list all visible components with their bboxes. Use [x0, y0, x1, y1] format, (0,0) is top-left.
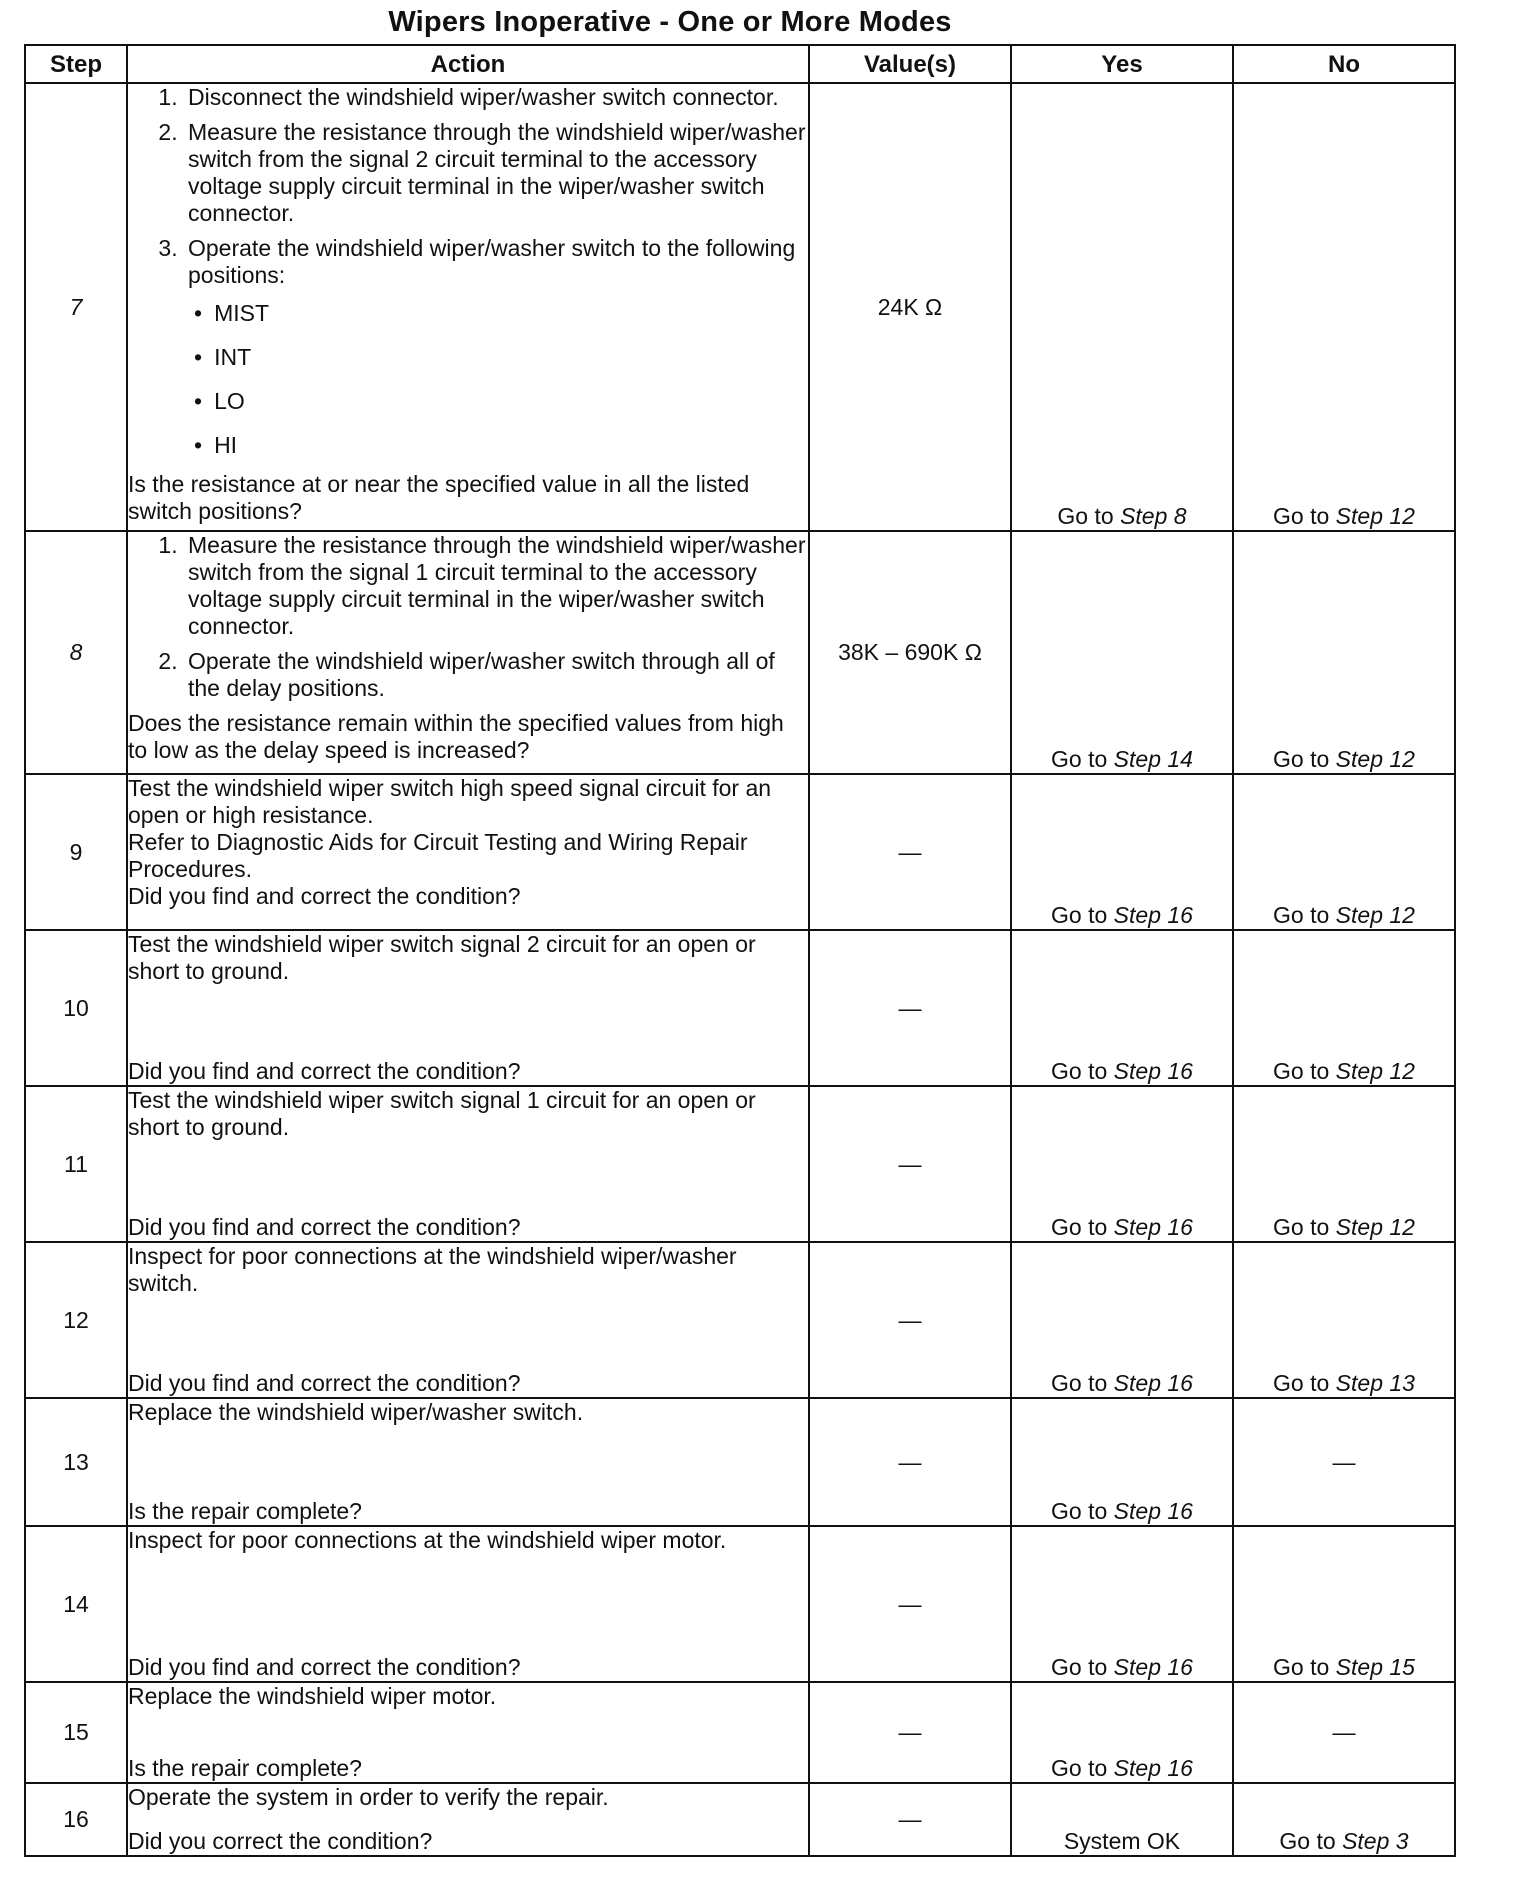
action-content: [128, 1527, 808, 1681]
step-number: 15: [25, 1682, 127, 1783]
go-to-text: Go to: [1273, 1058, 1330, 1084]
yes-step-ref: Step 16: [1113, 1370, 1193, 1396]
question: Did you correct the condition?: [128, 1828, 433, 1854]
no-cell: —: [1233, 1398, 1455, 1526]
action-text: Test the windshield wiper switch signal 1 circuit for an open or short to ground.: [128, 1087, 756, 1140]
action-step: [184, 235, 808, 463]
table-row: [25, 83, 1455, 531]
yes-cell: [1011, 1526, 1233, 1682]
yes-step-ref: Step 16: [1113, 1214, 1193, 1240]
step-number: 12: [25, 1242, 127, 1398]
yes-step-ref: Step 16: [1113, 1654, 1193, 1680]
yes-cell: [1011, 1398, 1233, 1526]
table-row: [25, 1526, 1455, 1682]
action-cell: [127, 774, 809, 930]
go-to-text: Go to: [1051, 902, 1108, 928]
no-step-ref: Step 13: [1335, 1370, 1415, 1396]
value-cell: —: [809, 1682, 1011, 1783]
page-title: Wipers Inoperative - One or More Modes: [388, 6, 952, 38]
yes-step-ref: Step 16: [1113, 1498, 1193, 1524]
table-header-row: [25, 45, 1455, 83]
no-cell: [1233, 1783, 1455, 1856]
go-to-text: Go to: [1273, 1654, 1330, 1680]
action-content: [128, 1784, 808, 1855]
switch-position: • MIST: [190, 295, 808, 331]
action-cell: [127, 930, 809, 1086]
no-step-ref: Step 3: [1342, 1828, 1409, 1854]
yes-cell: [1011, 930, 1233, 1086]
step-number: 8: [25, 531, 127, 774]
yes-cell: [1011, 83, 1233, 531]
go-to-text: Go to: [1051, 1058, 1108, 1084]
step-number: 7: [25, 83, 127, 531]
action-steps: [128, 532, 808, 702]
action-text: Replace the windshield wiper motor.: [128, 1683, 497, 1709]
table-row: [25, 531, 1455, 774]
question: Does the resistance remain within the specified values from high to low as the delay speed is increased?: [128, 710, 784, 763]
no-cell: [1233, 83, 1455, 531]
go-to-text: Go to: [1051, 1755, 1108, 1781]
value-cell: —: [809, 930, 1011, 1086]
step-number: 9: [25, 774, 127, 930]
action-text: Inspect for poor connections at the windshield wiper/washer switch.: [128, 1243, 737, 1296]
step-number: 13: [25, 1398, 127, 1526]
yes-step-ref: Step 16: [1113, 902, 1193, 928]
no-cell: [1233, 1526, 1455, 1682]
action-cell: [127, 1242, 809, 1398]
value-cell: —: [809, 1398, 1011, 1526]
action-text: Test the windshield wiper switch high speed signal circuit for an open or high resistance.: [128, 775, 772, 828]
question: Did you find and correct the condition?: [128, 1058, 521, 1084]
action-cell: [127, 1398, 809, 1526]
action-text: Test the windshield wiper switch signal 2 circuit for an open or short to ground.: [128, 931, 756, 984]
no-step-ref: Step 12: [1335, 503, 1415, 529]
action-cell: [127, 1682, 809, 1783]
action-content: [128, 1683, 808, 1782]
action-step-text: Operate the windshield wiper/washer switch to the following positions:: [188, 235, 796, 288]
table-row: [25, 774, 1455, 930]
yes-step-ref: Step 16: [1113, 1755, 1193, 1781]
no-step-ref: Step 12: [1335, 902, 1415, 928]
value-cell: —: [809, 1242, 1011, 1398]
step-number: 10: [25, 930, 127, 1086]
action-cell: [127, 1526, 809, 1682]
action-step: 1. Disconnect the windshield wiper/washer switch connector.: [184, 84, 808, 111]
value-cell: —: [809, 1783, 1011, 1856]
table-row: [25, 1783, 1455, 1856]
value-cell: —: [809, 774, 1011, 930]
action-cell: [127, 531, 809, 774]
question: Did you find and correct the condition?: [128, 883, 521, 909]
table-row: [25, 1242, 1455, 1398]
question: Is the resistance at or near the specified value in all the listed switch positions?: [128, 471, 750, 524]
yes-step-ref: Step 8: [1120, 503, 1187, 529]
no-cell: —: [1233, 1682, 1455, 1783]
value-cell: 38K – 690K Ω: [809, 531, 1011, 774]
question: Did you find and correct the condition?: [128, 1370, 521, 1396]
no-cell: [1233, 1086, 1455, 1242]
no-cell: [1233, 531, 1455, 774]
action-step: 1. Measure the resistance through the windshield wiper/washer switch from the signal 1 circuit terminal to the accessory voltage supply circuit terminal in the wiper/washer switch connector.: [184, 532, 808, 640]
no-cell: [1233, 774, 1455, 930]
header-values: Value(s): [809, 45, 1011, 83]
question: Did you find and correct the condition?: [128, 1214, 521, 1240]
action-step: 2. Operate the windshield wiper/washer switch through all of the delay positions.: [184, 648, 808, 702]
go-to-text: Go to: [1051, 746, 1108, 772]
question: Is the repair complete?: [128, 1755, 362, 1781]
value-cell: 24K Ω: [809, 83, 1011, 531]
header-yes: Yes: [1011, 45, 1233, 83]
no-step-ref: Step 12: [1335, 1214, 1415, 1240]
go-to-text: Go to: [1051, 1654, 1108, 1680]
go-to-text: Go to: [1051, 1370, 1108, 1396]
yes-step-ref: Step 16: [1113, 1058, 1193, 1084]
switch-positions: [132, 295, 808, 463]
table-row: [25, 1682, 1455, 1783]
switch-position: • INT: [190, 339, 808, 375]
yes-cell: [1011, 774, 1233, 930]
action-content: [128, 1399, 808, 1525]
go-to-text: Go to: [1273, 503, 1330, 529]
action-text: Operate the system in order to verify the repair.: [128, 1784, 609, 1810]
diagnostic-table: [24, 44, 1456, 1857]
go-to-text: Go to: [1273, 902, 1330, 928]
go-to-text: Go to: [1273, 746, 1330, 772]
switch-position: • HI: [190, 427, 808, 463]
step-number: 14: [25, 1526, 127, 1682]
no-step-ref: Step 15: [1335, 1654, 1415, 1680]
action-text: Replace the windshield wiper/washer switch.: [128, 1399, 584, 1425]
go-to-text: Go to: [1279, 1828, 1336, 1854]
action-cell: [127, 1086, 809, 1242]
yes-cell: [1011, 531, 1233, 774]
yes-cell: [1011, 1682, 1233, 1783]
no-step-ref: Step 12: [1335, 746, 1415, 772]
yes-cell: System OK: [1011, 1783, 1233, 1856]
switch-position: • LO: [190, 383, 808, 419]
action-text: Inspect for poor connections at the windshield wiper motor.: [128, 1527, 727, 1553]
action-content: [128, 931, 808, 1085]
question: Is the repair complete?: [128, 1498, 362, 1524]
step-number: 11: [25, 1086, 127, 1242]
action-content: [128, 1087, 808, 1241]
table-row: [25, 930, 1455, 1086]
question: Did you find and correct the condition?: [128, 1654, 521, 1680]
go-to-text: Go to: [1051, 1498, 1108, 1524]
action-cell: [127, 83, 809, 531]
table-row: [25, 1398, 1455, 1526]
yes-cell: [1011, 1242, 1233, 1398]
go-to-text: Go to: [1057, 503, 1114, 529]
step-number: 16: [25, 1783, 127, 1856]
header-no: No: [1233, 45, 1455, 83]
no-cell: [1233, 1242, 1455, 1398]
action-content: [128, 1243, 808, 1397]
header-action: Action: [127, 45, 809, 83]
table-row: [25, 1086, 1455, 1242]
action-steps: [128, 84, 808, 463]
header-step: Step: [25, 45, 127, 83]
no-step-ref: Step 12: [1335, 1058, 1415, 1084]
value-cell: —: [809, 1086, 1011, 1242]
yes-cell: [1011, 1086, 1233, 1242]
go-to-text: Go to: [1273, 1370, 1330, 1396]
no-cell: [1233, 930, 1455, 1086]
action-cell: [127, 1783, 809, 1856]
go-to-text: Go to: [1273, 1214, 1330, 1240]
value-cell: —: [809, 1526, 1011, 1682]
action-step: 2. Measure the resistance through the windshield wiper/washer switch from the signal 2 circuit terminal to the accessory voltage supply circuit terminal in the wiper/washer switch connector.: [184, 119, 808, 227]
yes-step-ref: Step 14: [1113, 746, 1193, 772]
go-to-text: Go to: [1051, 1214, 1108, 1240]
action-note: Refer to Diagnostic Aids for Circuit Testing and Wiring Repair Procedures.: [128, 829, 748, 882]
